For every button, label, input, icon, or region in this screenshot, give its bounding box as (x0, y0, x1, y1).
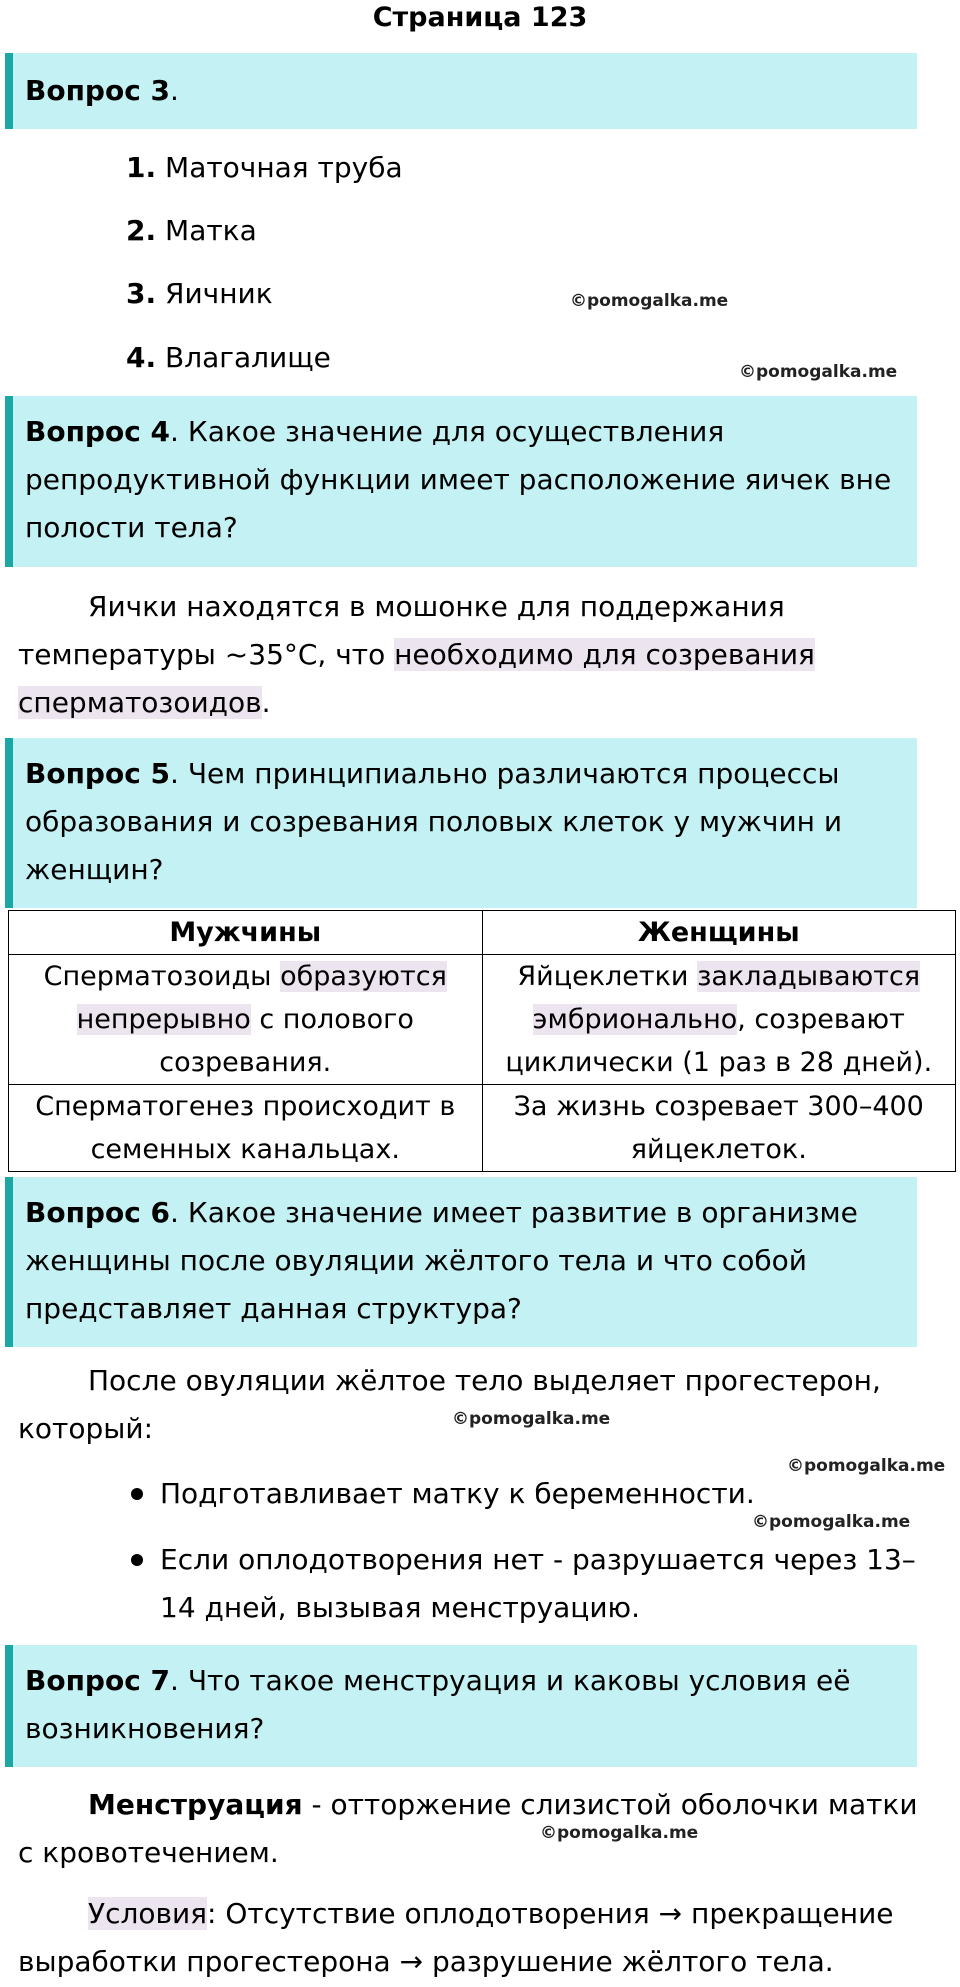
question-5-label: Вопрос 5 (25, 757, 171, 790)
list-item-number: 3. (126, 277, 157, 310)
bullet-item: Если оплодотворения нет - разрушается через 13–14 дней, вызывая менструацию. (160, 1543, 916, 1624)
cell-text: с полового созревания. (159, 1004, 414, 1078)
question-4-label: Вопрос 4 (25, 415, 171, 448)
question-6-text: . Какое значение имеет развитие в организме женщины после овуляции жёлтого тела и что собой представляет данная структура? (25, 1196, 858, 1325)
list-item-text: Маточная труба (165, 151, 403, 184)
question-7-text: . Что такое менструация и каковы условия её возникновения? (25, 1664, 851, 1745)
bullet-item: Подготавливает матку к беременности. (160, 1477, 755, 1510)
answer-6: После овуляции жёлтое тело выделяет прогестерон, который: (18, 1364, 881, 1445)
list-item (126, 148, 403, 188)
answer-4-end: . (261, 686, 271, 719)
watermark: ©pomogalka.me (739, 362, 898, 382)
watermark: ©pomogalka.me (787, 1456, 946, 1476)
answer-4-highlight: необходимо для созревания сперматозоидов (18, 638, 815, 719)
question-6-label: Вопрос 6 (25, 1196, 171, 1229)
conditions-text: : Отсутствие оплодотворения → прекращение выработки прогестерона → разрушение жёлтого тела. (18, 1897, 894, 1978)
cell-highlight: образуются непрерывно (76, 961, 447, 1035)
cell-text: Сперматозоиды (43, 961, 281, 992)
question-3-label: Вопрос 3 (25, 74, 171, 107)
table-row (9, 1085, 956, 1172)
definition-text: - отторжение слизистой оболочки матки с кровотечением. (18, 1788, 918, 1869)
table-cell: Сперматогенез происходит в семенных канальцах. (9, 1085, 483, 1172)
cell-highlight: закладываются эмбрионально (532, 961, 921, 1035)
list-item-text: Влагалище (165, 341, 331, 374)
list-item-number: 2. (126, 214, 157, 247)
list-item-number: 4. (126, 341, 157, 374)
watermark: ©pomogalka.me (540, 1823, 699, 1843)
page-title: Страница 123 (372, 2, 588, 33)
list-item (126, 338, 331, 378)
question-4-text: . Какое значение для осуществления репродуктивной функции имеет расположение яичек вне полости тела? (25, 415, 892, 544)
comparison-table (8, 910, 956, 1172)
table-cell (482, 955, 956, 1085)
question-5-box (5, 738, 917, 908)
watermark: ©pomogalka.me (452, 1409, 611, 1429)
question-5-text: . Чем принципиально различаются процессы образования и созревания половых клеток у мужчин и женщин? (25, 757, 843, 886)
watermark: ©pomogalka.me (752, 1512, 911, 1532)
question-3-tail: . (170, 74, 179, 107)
answer-7-conditions (18, 1890, 938, 1986)
bullet-icon (131, 1554, 143, 1566)
definition-term: Менструация (88, 1788, 303, 1821)
table-header-row (9, 911, 956, 955)
table-row (9, 955, 956, 1085)
answer-4-text: Яички находятся в мошонке для поддержания температуры ~35°C, что (18, 590, 785, 671)
table-cell: За жизнь созревает 300–400 яйцеклеток. (482, 1085, 956, 1172)
list-item-number: 1. (126, 151, 157, 184)
question-4-box (5, 396, 917, 567)
bullet-icon (131, 1488, 143, 1500)
answer-7-definition (18, 1781, 938, 1877)
cell-text: , созревают циклически (1 раз в 28 дней). (505, 1004, 933, 1078)
table-cell (9, 955, 483, 1085)
list-item (126, 211, 257, 251)
list-item-text: Матка (165, 214, 257, 247)
column-header-women: Женщины (482, 911, 956, 955)
question-3-box (5, 53, 917, 129)
question-7-box (5, 1645, 917, 1767)
question-6-box (5, 1177, 917, 1347)
watermark: ©pomogalka.me (570, 291, 729, 311)
list-item (126, 274, 273, 314)
cell-text: Яйцеклетки (517, 961, 698, 992)
list-item-text: Яичник (165, 277, 273, 310)
column-header-men: Мужчины (9, 911, 483, 955)
question-7-label: Вопрос 7 (25, 1664, 171, 1697)
answer-4 (18, 583, 938, 727)
conditions-term: Условия (88, 1897, 208, 1930)
